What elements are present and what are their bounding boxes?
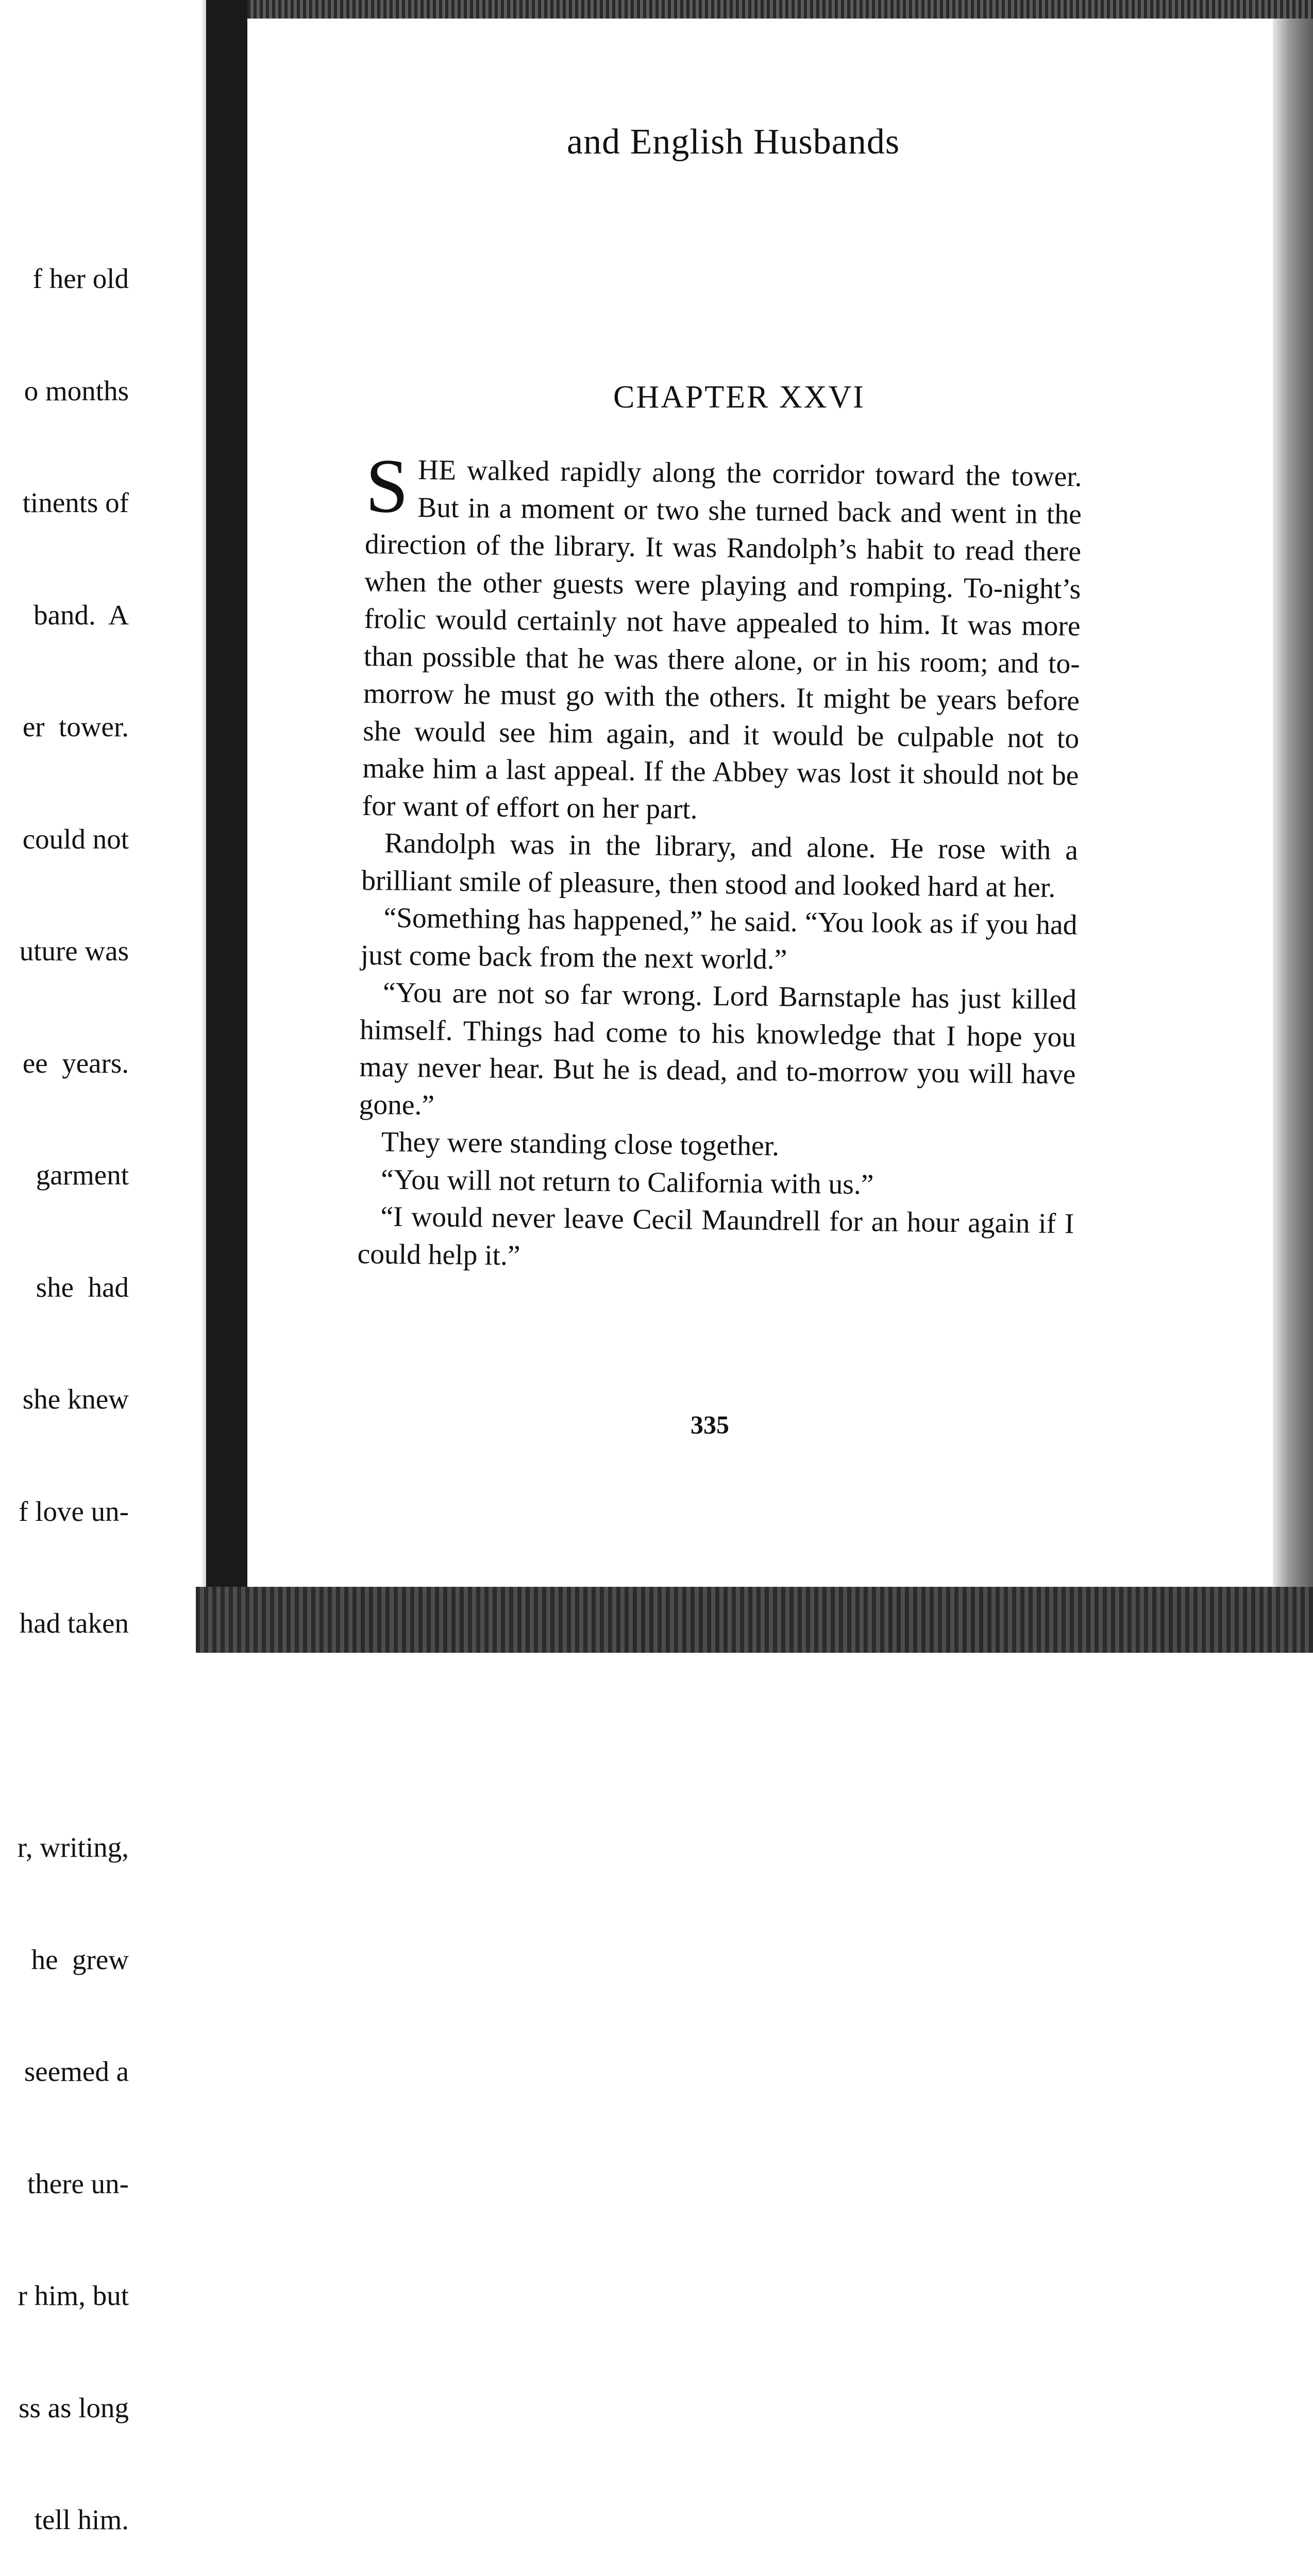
paragraph: “Something has happened,” he said. “You look as if you had just come back from the next world.” xyxy=(360,902,1078,976)
previous-page-line: f love un- xyxy=(19,1495,129,1527)
paragraph: They were standing close together. xyxy=(381,1126,780,1162)
previous-page-line: o months xyxy=(24,375,129,406)
previous-page-line xyxy=(9,1717,129,1755)
previous-page-line: ss as long xyxy=(19,2392,129,2424)
previous-page-line: she knew xyxy=(22,1383,129,1415)
previous-page-line: there un- xyxy=(27,2167,129,2199)
previous-page-line: uture was xyxy=(19,935,129,967)
previous-page-line: r, writing, xyxy=(17,1832,129,1863)
previous-page xyxy=(0,0,206,2535)
paragraph: “You will not return to California with us.” xyxy=(380,1163,874,1200)
paragraph-text: HE walked rapidly along the corridor toward the tower. But in a moment or two she turned back and went in the direction of the library. It was Randolph’s habit to read there when the other guests were playing and romping. To-night’s frolic would certainly not have appealed to him. It was more than possible that he was there alone, or in his room; and to-morrow he must go with the others. It might be years before she would see him again, and it would be culpable not to make him a last appeal. If the Abbey was lost it should not be for want of effort on her part. xyxy=(362,454,1082,825)
cover-bottom-edge xyxy=(196,1587,1313,1653)
previous-page-line: band. A xyxy=(33,599,129,631)
previous-page-line: had taken xyxy=(19,1607,129,1639)
previous-page-line: he grew xyxy=(31,1943,129,1975)
paragraph: Randolph was in the library, and alone. He rose with a brilliant smile of pleasure, then stood and looked hard at her. xyxy=(361,827,1079,904)
paragraph xyxy=(362,443,1082,833)
cover-top-edge xyxy=(247,0,1313,19)
running-head: and English Husbands xyxy=(567,122,900,162)
chapter-body xyxy=(357,443,1082,1280)
previous-page-line: ee years. xyxy=(22,1047,129,1079)
current-page xyxy=(247,19,1273,1587)
paragraph: “I would never leave Cecil Maundrell for an hour again if I could help it.” xyxy=(357,1201,1074,1272)
drop-cap: S xyxy=(365,443,409,529)
previous-page-line: seemed a xyxy=(24,2056,129,2087)
page-number: 335 xyxy=(691,1410,729,1439)
previous-page-line: could not xyxy=(22,823,129,855)
previous-page-line: tell him. xyxy=(34,2504,129,2535)
previous-page-line: garment xyxy=(36,1159,129,1191)
chapter-title: CHAPTER XXVI xyxy=(613,380,865,415)
previous-page-line: er tower. xyxy=(22,711,129,742)
previous-page-line: r him, but xyxy=(18,2280,129,2311)
previous-page-line: she had xyxy=(36,1271,129,1303)
previous-page-line: f her old xyxy=(32,263,129,294)
previous-page-line: tinents of xyxy=(22,487,129,518)
paragraph: “You are not so far wrong. Lord Barnstaple has just killed himself. Things had come to his knowledge that I hope you may never hear. But he is dead, and to-morrow you will have gone.” xyxy=(359,977,1077,1121)
book-gutter xyxy=(206,0,247,1653)
previous-page-text xyxy=(9,185,129,2576)
cover-right-edge xyxy=(1273,19,1313,1590)
